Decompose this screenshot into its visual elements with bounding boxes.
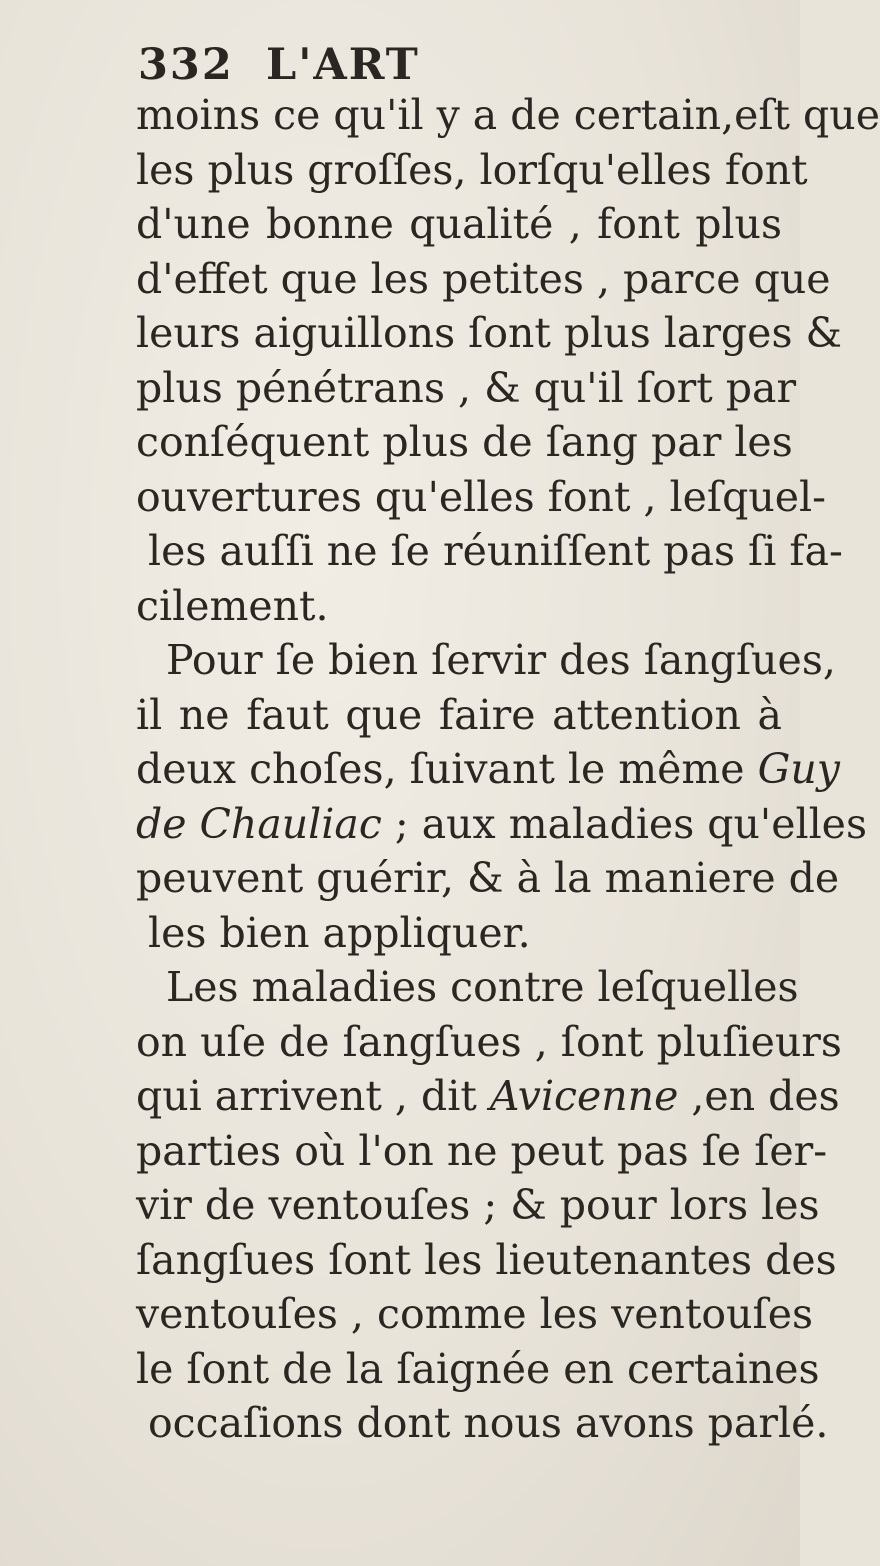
text-line: le ſont de la ſaignée en certaines <box>136 1344 820 1393</box>
text-line: peuvent guérir, & à la maniere de <box>136 854 840 902</box>
text-line: cilement. <box>136 581 329 630</box>
text-line: les bien appliquer. <box>148 908 531 957</box>
text-line: parties où l'on ne peut pas ſe ſer- <box>136 1126 828 1175</box>
text-line <box>136 742 840 797</box>
text-line: ventouſes , comme les ventouſes <box>136 1290 814 1338</box>
text-line: vir de ventouſes ; & pour lors les <box>136 1181 820 1229</box>
text-line <box>136 797 867 852</box>
text-line: plus pénétrans , & qu'il ſort par <box>136 363 797 412</box>
text-segment: ; aux maladies qu'elles <box>381 799 867 848</box>
text-line: il ne faut que faire attention à <box>136 690 782 739</box>
paragraph-start-line: Les maladies contre leſquelles <box>166 963 799 1011</box>
text-line: moins ce qu'il y a de certain,eſt que <box>136 91 880 139</box>
body-text <box>136 88 880 1451</box>
text-line: on uſe de ſangſues , ſont pluſieurs <box>136 1017 842 1066</box>
text-line: d'une bonne qualité , font plus <box>136 200 782 248</box>
text-line: conſéquent plus de ſang par les <box>136 418 793 466</box>
author-name-chauliac: de Chauliac <box>136 799 382 848</box>
page-number: 332 <box>138 40 234 90</box>
text-line <box>136 1069 840 1124</box>
text-line: leurs aiguillons ſont plus larges & <box>136 309 843 357</box>
running-title: L'ART <box>266 40 420 90</box>
paragraph-start-line: Pour ſe bien ſervir des ſangſues, <box>166 636 836 684</box>
text-line: ſangſues ſont les lieutenantes des <box>136 1235 837 1284</box>
author-name-guy: Guy <box>757 745 840 793</box>
text-line: occaſions dont nous avons parlé. <box>148 1399 829 1447</box>
text-segment: deux choſes, ſuivant le même <box>136 745 758 793</box>
text-line: ouvertures qu'elles font , leſquel- <box>136 472 826 521</box>
text-line: les plus groſſes, lorſqu'elles font <box>136 145 808 194</box>
text-line: les auſſi ne ſe réuniſſent pas ſi fa- <box>148 527 843 575</box>
text-line: d'effet que les petites , parce que <box>136 254 831 303</box>
text-segment: ,en des <box>678 1072 840 1120</box>
text-segment: qui arrivent , dit <box>136 1072 490 1120</box>
author-name-avicenne: Avicenne <box>489 1072 679 1120</box>
